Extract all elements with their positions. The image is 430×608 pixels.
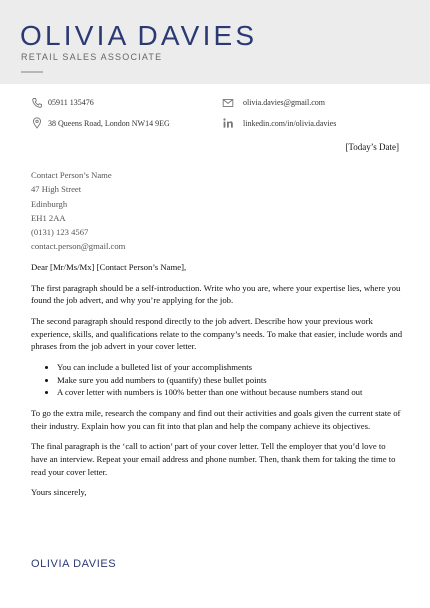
- list-item: • Make sure you add numbers to (quantify) these bullet points: [57, 374, 403, 387]
- first-name: OLIVIA: [20, 20, 130, 51]
- linkedin-icon: [222, 117, 234, 129]
- header-band: [0, 0, 430, 84]
- letter-date: [Today’s Date]: [345, 142, 399, 152]
- closing: Yours sincerely,: [31, 487, 87, 498]
- paragraph-intro: The first paragraph should be a self-introduction. Write who you are, where your expertise lies, where you found the job advert, and why you’re applying for the job.: [31, 282, 401, 306]
- address: 38 Queens Road, London NW14 9EG: [48, 119, 170, 128]
- last-name: DAVIES: [137, 20, 258, 51]
- recipient-phone: (0131) 123 4567: [31, 227, 89, 238]
- list-item: • A cover letter with numbers is 100% better than one without because numbers stand out: [57, 386, 403, 399]
- paragraph-call-to-action: The final paragraph is the ‘call to action’ part of your cover letter. Tell the employer that you’d love to have an interview. Repeat your email address and phone number. Then, thank them for taking the time to read your cover letter.: [31, 441, 396, 477]
- list-item: • You can include a bulleted list of your accomplishments: [57, 361, 403, 374]
- linkedin-url[interactable]: linkedin.com/in/olivia.davies: [243, 119, 337, 128]
- job-title: RETAIL SALES ASSOCIATE: [21, 52, 163, 62]
- location-icon: [31, 117, 43, 129]
- paragraph-experience: The second paragraph should respond directly to the job advert. Describe how your previous work experience, skills, and qualifications relate to the company’s needs. To make that easier, include words and phrases from the job advert in your cover letter.: [31, 316, 403, 352]
- phone-icon: [31, 97, 43, 109]
- recipient-name: Contact Person’s Name: [31, 170, 112, 180]
- recipient-email: contact.person@gmail.com: [31, 241, 126, 252]
- email-icon: [222, 97, 234, 109]
- paragraph-research: To go the extra mile, research the company and find out their activities and goals given the current state of their industry. Explain how you can fit into that plan and help the company achieve its objectives.: [31, 408, 401, 431]
- signature-name: OLIVIA DAVIES: [31, 558, 117, 570]
- applicant-name: [20, 20, 257, 52]
- recipient-city: Edinburgh: [31, 198, 68, 209]
- recipient-block: [31, 168, 125, 254]
- phone-number[interactable]: 05911 135476: [48, 98, 94, 107]
- letter-body: [31, 261, 403, 507]
- recipient-postcode: EH1 2AA: [31, 212, 66, 223]
- recipient-street: 47 High Street: [31, 184, 82, 195]
- accomplishment-list: [31, 361, 403, 399]
- header-divider: [21, 71, 43, 73]
- salutation: Dear [Mr/Ms/Mx] [Contact Person’s Name],: [31, 262, 187, 272]
- email-address[interactable]: olivia.davies@gmail.com: [243, 98, 326, 107]
